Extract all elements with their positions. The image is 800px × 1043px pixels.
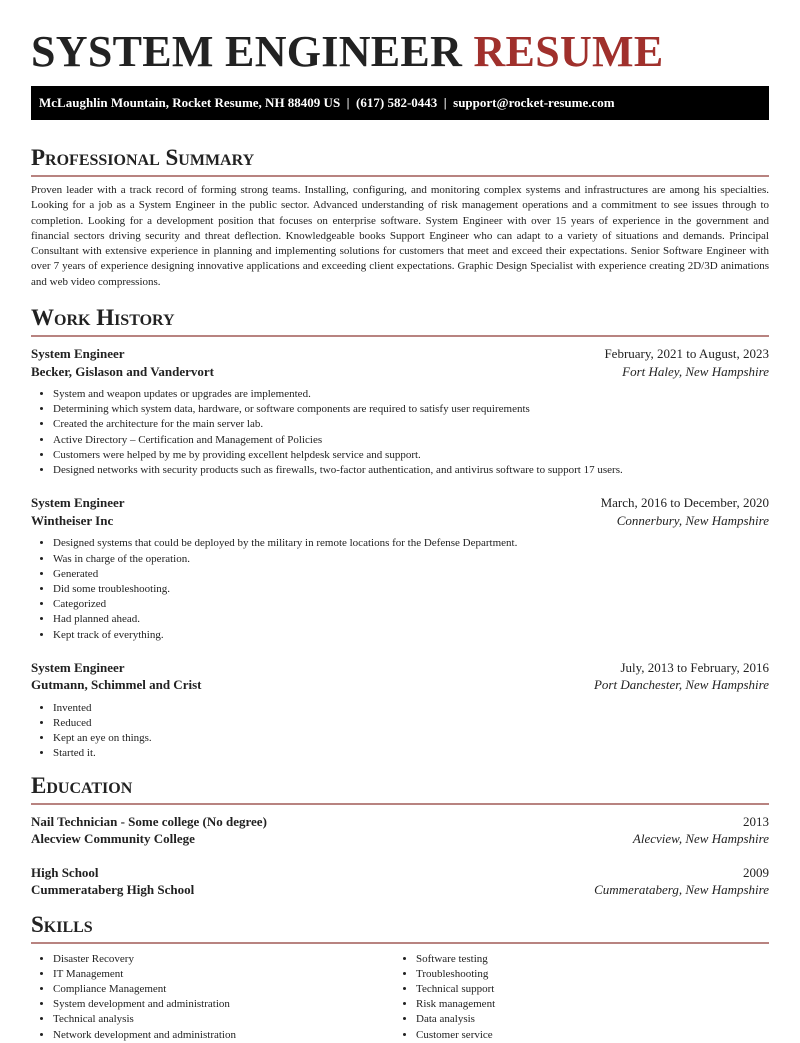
job-dates: July, 2013 to February, 2016 (620, 659, 769, 675)
degree: High School (31, 864, 99, 880)
list-item: • Active Directory – Certification and Management of Policies (53, 433, 769, 448)
job-dates: March, 2016 to December, 2020 (600, 495, 769, 511)
skill-item: • Data analysis (416, 1012, 757, 1027)
year: 2013 (743, 813, 769, 829)
education-entry (31, 864, 769, 899)
job-subheader (31, 363, 769, 381)
education-header (31, 813, 769, 831)
skill-item: • Disaster Recovery (53, 952, 394, 967)
work-history-heading: Work History (31, 304, 769, 337)
list-item: • Had planned ahead. (53, 612, 769, 627)
job-bullets (31, 387, 769, 478)
job-header (31, 659, 769, 677)
education-subheader (31, 830, 769, 848)
job-location: Port Danchester, New Hampshire (593, 677, 769, 693)
resume-title (31, 26, 769, 78)
job-entry (31, 345, 769, 478)
skill-item: • IT Management (53, 967, 394, 982)
job-bullets (31, 536, 769, 642)
skill-item: • Customer service (416, 1028, 757, 1043)
skill-item: • Risk management (416, 997, 757, 1012)
list-item: • Started it. (53, 746, 769, 761)
job-location: Connerbury, New Hampshire (616, 512, 769, 528)
school-location: Alecview, New Hampshire (632, 831, 769, 847)
job-company: Gutmann, Schimmel and Crist (31, 677, 202, 693)
skills-left (31, 952, 394, 1043)
job-bullets (31, 701, 769, 762)
job-dates: February, 2021 to August, 2023 (604, 346, 769, 362)
skills-right (394, 952, 757, 1043)
job-entry (31, 494, 769, 642)
list-item: • Designed systems that could be deployed by the military in remote locations for the Defense Department. (53, 536, 769, 551)
list-item: • Created the architecture for the main server lab. (53, 417, 769, 432)
list-item: • Kept an eye on things. (53, 731, 769, 746)
school-location: Cummerataberg, New Hampshire (594, 882, 769, 898)
education-heading: Education (31, 772, 769, 805)
job-header (31, 494, 769, 512)
title-main: SYSTEM ENGINEER (31, 27, 463, 76)
year: 2009 (743, 864, 769, 880)
list-item: • Designed networks with security products such as firewalls, two-factor authentication, and antivirus software to support 17 users. (53, 463, 769, 478)
skill-item: • System development and administration (53, 997, 394, 1012)
degree: Nail Technician - Some college (No degree) (31, 813, 267, 829)
list-item: • System and weapon updates or upgrades are implemented. (53, 387, 769, 402)
list-item: • Customers were helped by me by providing excellent helpdesk service and support. (53, 448, 769, 463)
skills-list (31, 948, 769, 1043)
education-header (31, 864, 769, 882)
list-item: • Generated (53, 567, 769, 582)
job-header (31, 345, 769, 363)
skill-item: • Compliance Management (53, 982, 394, 997)
work-history-list (31, 345, 769, 761)
school: Cummerataberg High School (31, 882, 195, 898)
list-item: • Determining which system data, hardware, or software components are required to satisfy user requirements (53, 402, 769, 417)
skill-item: • Technical support (416, 982, 757, 997)
summary-heading: Professional Summary (31, 144, 769, 177)
education-subheader (31, 881, 769, 899)
job-subheader (31, 512, 769, 530)
list-item: • Reduced (53, 716, 769, 731)
skill-item: • Technical analysis (53, 1012, 394, 1027)
skills-heading: Skills (31, 911, 769, 944)
job-title: System Engineer (31, 659, 125, 675)
education-list (31, 813, 769, 899)
list-item: • Did some troubleshooting. (53, 582, 769, 597)
job-title: System Engineer (31, 495, 125, 511)
list-item: • Kept track of everything. (53, 628, 769, 643)
skill-item: • Troubleshooting (416, 967, 757, 982)
job-entry (31, 659, 769, 762)
list-item: • Was in charge of the operation. (53, 552, 769, 567)
skill-item: • Network development and administration (53, 1028, 394, 1043)
job-company: Becker, Gislason and Vandervort (31, 363, 214, 379)
job-company: Wintheiser Inc (31, 512, 114, 528)
list-item: • Categorized (53, 597, 769, 612)
job-subheader (31, 676, 769, 694)
resume-page (31, 0, 769, 1043)
contact-bar: McLaughlin Mountain, Rocket Resume, NH 88409 US | (617) 582-0443 | support@rocket-resume.com (31, 86, 769, 120)
title-accent: RESUME (473, 27, 664, 76)
summary-text: Proven leader with a track record of forming strong teams. Installing, configuring, and monitoring complex systems and infrastructures are among his specialties. Looking for a job as a System Engineer in the public sector. Advanced understanding of risk management operations and a commitment to see issues through to completion. Looking for a development position that focuses on enterprise software. System Engineer with over 15 years of experience in the government and financial sectors driving security and threat deflection. Knowledgeable books Support Engineer who can adapt to a variety of situations and demands. Principal Consultant with extensive experience in planning and implementing solutions for customers that meet and exceed their expectations. Senior Software Engineer with over 7 years of experience designing innovative applications and exceeding client expectations. Graphic Design Specialist with experience creating 2D/3D animations and web video compressions. (31, 184, 769, 288)
job-title: System Engineer (31, 346, 125, 362)
education-entry (31, 813, 769, 848)
list-item: • Invented (53, 701, 769, 716)
school: Alecview Community College (31, 831, 195, 847)
job-location: Fort Haley, New Hampshire (622, 363, 769, 379)
skill-item: • Software testing (416, 952, 757, 967)
